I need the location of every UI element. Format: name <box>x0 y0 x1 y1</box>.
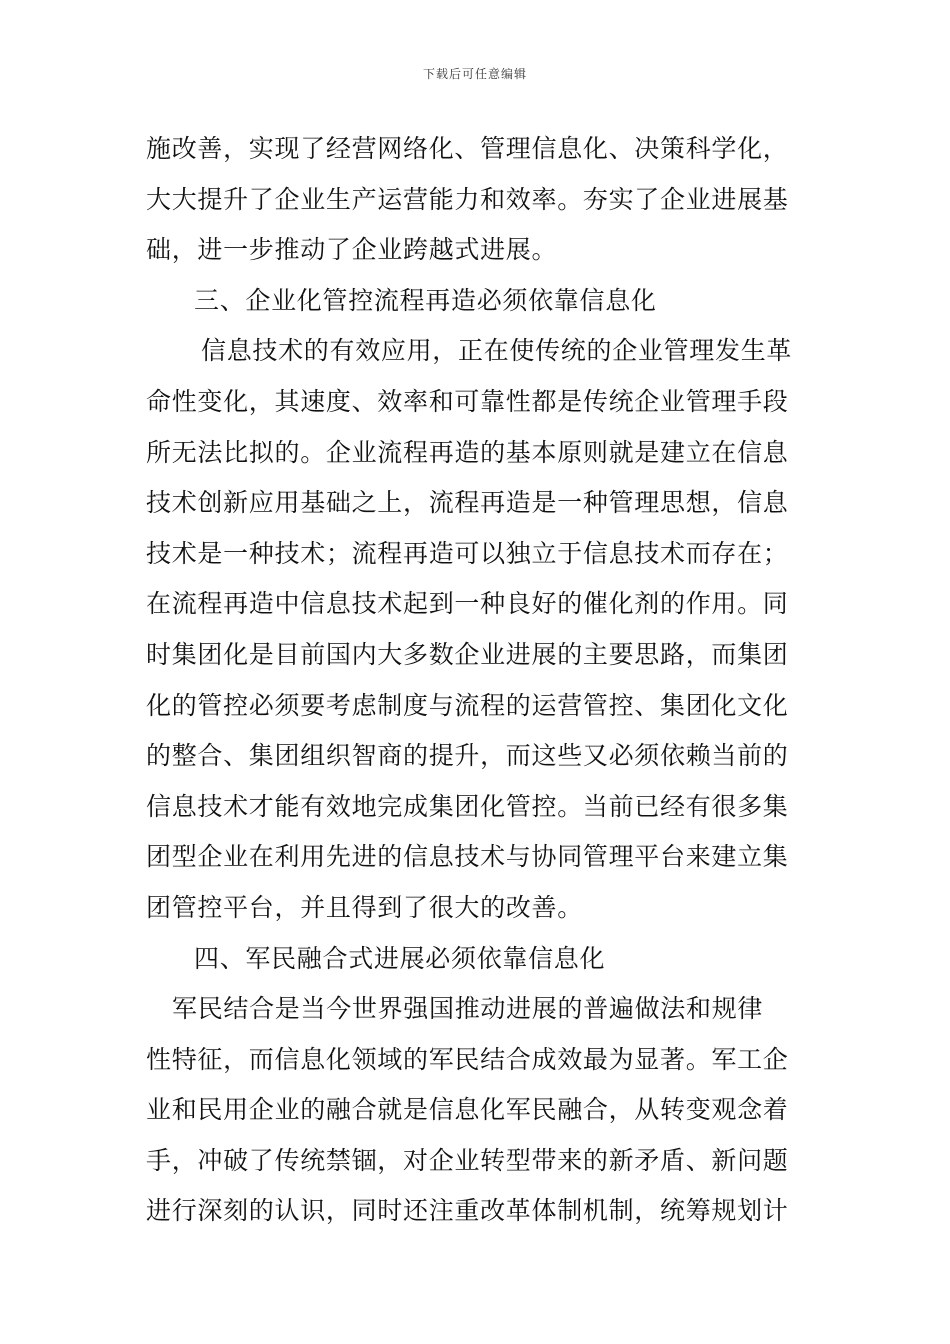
text-line: 的整合、集团组织智商的提升，而这些又必须依赖当前的 <box>146 741 789 771</box>
section-heading: 四、军民融合式进展必须依靠信息化 <box>194 943 606 973</box>
text-line: 信息技术才能有效地完成集团化管控。当前已经有很多集 <box>146 791 789 821</box>
text-line: 进行深刻的认识，同时还注重改革体制机制，统筹规划计 <box>146 1196 789 1226</box>
text-line: 础，进一步推动了企业跨越式进展。 <box>146 235 558 265</box>
section-heading: 三、企业化管控流程再造必须依靠信息化 <box>194 285 657 315</box>
text-line: 所无法比拟的。企业流程再造的基本原则就是建立在信息 <box>146 437 789 467</box>
text-line: 命性变化，其速度、效率和可靠性都是传统企业管理手段 <box>146 386 789 416</box>
text-line: 性特征，而信息化领域的军民结合成效最为显著。军工企 <box>146 1044 789 1074</box>
document-body <box>146 124 816 1237</box>
text-line: 手，冲破了传统禁锢，对企业转型带来的新矛盾、新问题 <box>146 1145 789 1175</box>
text-line: 施改善，实现了经营网络化、管理信息化、决策科学化， <box>146 134 789 163</box>
text-line: 团型企业在利用先进的信息技术与协同管理平台来建立集 <box>146 842 789 872</box>
text-line: 团管控平台，并且得到了很大的改善。 <box>146 892 583 922</box>
text-line: 技术创新应用基础之上，流程再造是一种管理思想，信息 <box>146 488 789 518</box>
text-line: 时集团化是目前国内大多数企业进展的主要思路，而集团 <box>146 639 789 669</box>
text-line: 信息技术的有效应用，正在使传统的企业管理发生革 <box>201 336 793 366</box>
text-line: 化的管控必须要考虑制度与流程的运营管控、集团化文化 <box>146 690 789 720</box>
text-line: 在流程再造中信息技术起到一种良好的催化剂的作用。同 <box>146 589 789 619</box>
text-line: 大大提升了企业生产运营能力和效率。夯实了企业进展基 <box>146 184 789 214</box>
page-header: 下载后可任意编辑 <box>422 67 527 81</box>
text-line: 业和民用企业的融合就是信息化军民融合，从转变观念着 <box>146 1095 789 1125</box>
text-line: 军民结合是当今世界强国推动进展的普遍做法和规律 <box>172 994 764 1024</box>
text-line: 技术是一种技术；流程再造可以独立于信息技术而存在； <box>146 538 789 568</box>
